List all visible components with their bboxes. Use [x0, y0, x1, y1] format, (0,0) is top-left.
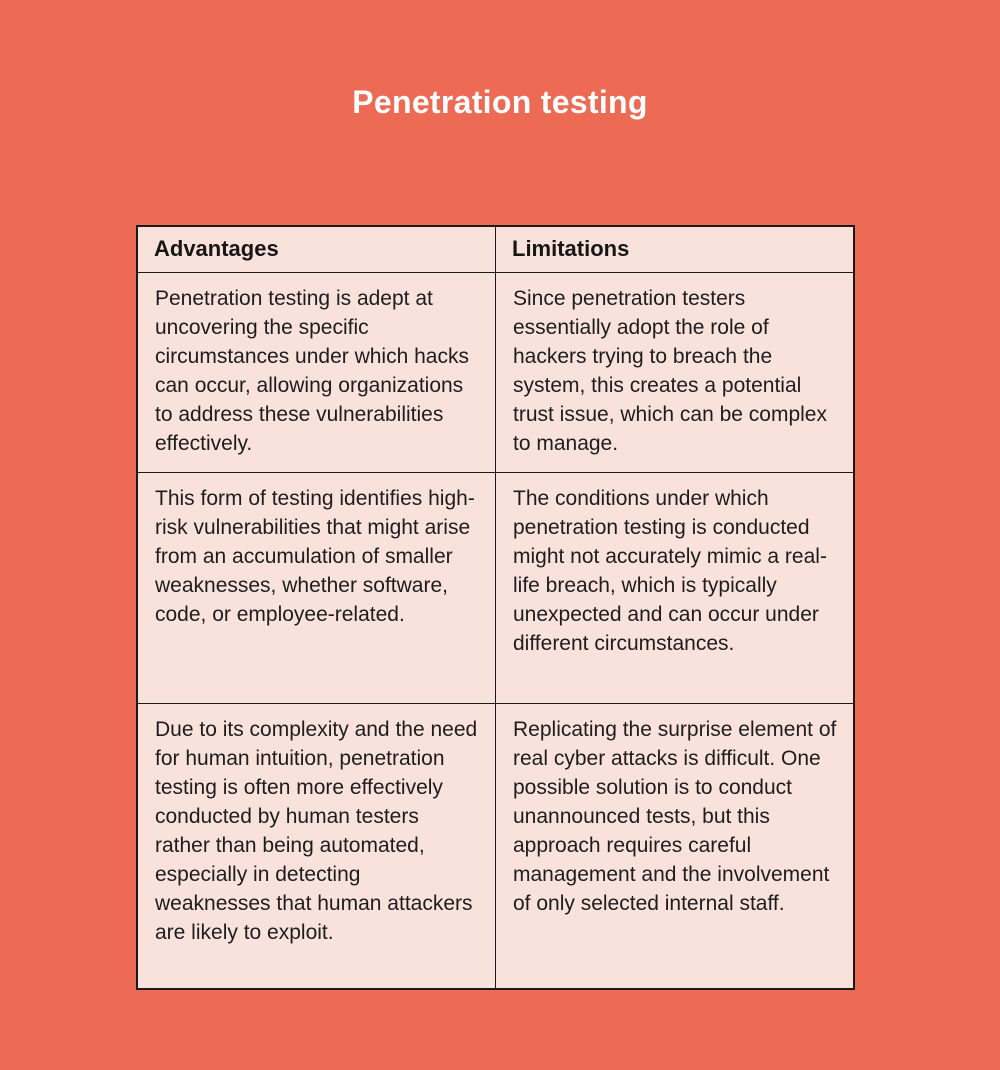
table-header-row [137, 226, 854, 272]
table-row [137, 272, 854, 472]
column-header-limitations: Limitations [496, 226, 855, 272]
advantage-cell-2: This form of testing identifies high-risk vulnerabilities that might arise from an accumulation of smaller weaknesses, whether software, code, or employee-related. [137, 472, 496, 703]
page-title: Penetration testing [352, 84, 648, 120]
limitation-cell-1: Since penetration testers essentially adopt the role of hackers trying to breach the system, this creates a potential trust issue, which can be complex to manage. [496, 272, 855, 472]
column-header-advantages: Advantages [137, 226, 496, 272]
table-row [137, 703, 854, 989]
advantage-cell-1: Penetration testing is adept at uncovering the specific circumstances under which hacks can occur, allowing organizations to address these vulnerabilities effectively. [137, 272, 496, 472]
comparison-table [136, 225, 855, 990]
limitation-cell-2: The conditions under which penetration testing is conducted might not accurately mimic a real-life breach, which is typically unexpected and can occur under different circumstances. [496, 472, 855, 703]
advantage-cell-3: Due to its complexity and the need for human intuition, penetration testing is often more effectively conducted by human testers rather than being automated, especially in detecting weaknesses that human attackers are likely to exploit. [137, 703, 496, 989]
table-row [137, 472, 854, 703]
limitation-cell-3: Replicating the surprise element of real cyber attacks is difficult. One possible solution is to conduct unannounced tests, but this approach requires careful management and the involvement of only selected internal staff. [496, 703, 855, 989]
